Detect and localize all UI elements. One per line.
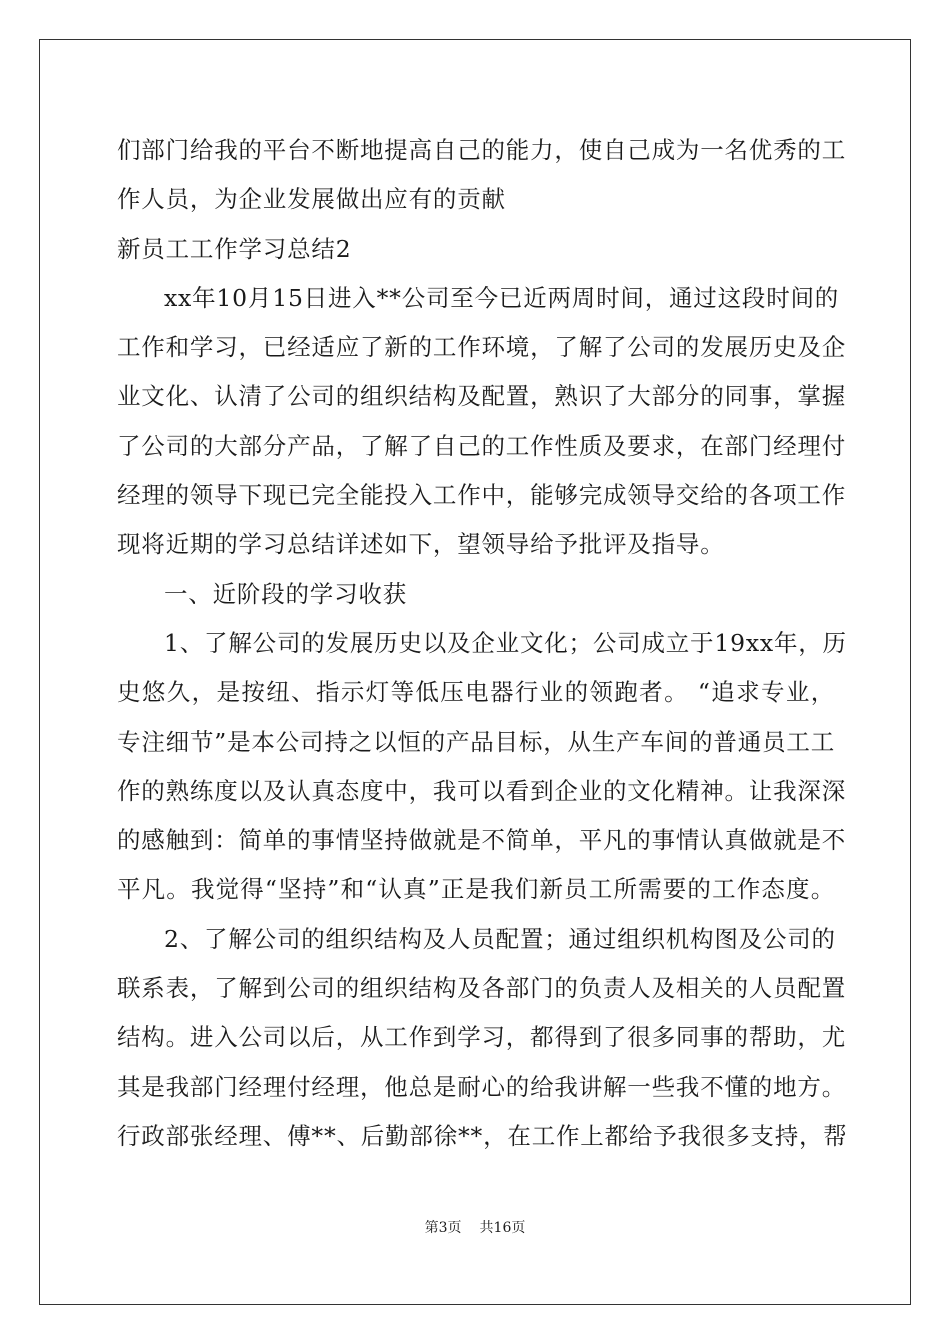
text-line: 经理的领导下现已完全能投入工作中，能够完成领导交给的各项工作	[117, 481, 846, 510]
text-line: 一、近阶段的学习收获	[164, 579, 407, 608]
text-line: 结构。进入公司以后，从工作到学习，都得到了很多同事的帮助，尤	[117, 1023, 846, 1052]
text-line: 联系表，了解到公司的组织结构及各部门的负责人及相关的人员配置	[117, 974, 846, 1003]
text-line: 1、了解公司的发展历史以及企业文化；公司成立于19xx年，历	[164, 628, 847, 657]
total-pages-label: 共16页	[479, 1220, 526, 1236]
text-line: 作人员，为企业发展做出应有的贡献	[117, 185, 506, 214]
text-line: 平凡。我觉得“坚持”和“认真”正是我们新员工所需要的工作态度。	[117, 875, 835, 904]
text-line: 新员工工作学习总结2	[117, 234, 352, 263]
text-line: 们部门给我的平台不断地提高自己的能力，使自己成为一名优秀的工	[117, 136, 846, 164]
text-line: 史悠久，是按纽、指示灯等低压电器行业的领跑者。 “追求专业，	[117, 678, 835, 707]
text-line: 专注细节”是本公司持之以恒的产品目标，从生产车间的普通员工工	[117, 727, 835, 756]
text-line: 的感触到：简单的事情坚持做就是不简单，平凡的事情认真做就是不	[117, 826, 846, 855]
text-line: 现将近期的学习总结详述如下，望领导给予批评及指导。	[117, 530, 725, 559]
text-line: 作的熟练度以及认真态度中，我可以看到企业的文化精神。让我深深	[117, 776, 846, 805]
page-footer	[0, 1217, 950, 1237]
text-line: 2、了解公司的组织结构及人员配置；通过组织机构图及公司的	[164, 924, 836, 953]
text-line: 了公司的大部分产品，了解了自己的工作性质及要求，在部门经理付	[117, 431, 846, 460]
document-body	[117, 126, 848, 1161]
text-line: 业文化、认清了公司的组织结构及配置，熟识了大部分的同事，掌握	[117, 382, 846, 411]
text-line: 行政部张经理、傅**、后勤部徐**，在工作上都给予我很多支持，帮	[117, 1121, 848, 1150]
text-line: 工作和学习，已经适应了新的工作环境，了解了公司的发展历史及企	[117, 333, 846, 362]
current-page-label: 第3页	[424, 1220, 462, 1236]
text-line: 其是我部门经理付经理，他总是耐心的给我讲解一些我不懂的地方。	[117, 1072, 846, 1101]
text-line: xx年10月15日进入**公司至今已近两周时间，通过这段时间的	[164, 283, 840, 312]
